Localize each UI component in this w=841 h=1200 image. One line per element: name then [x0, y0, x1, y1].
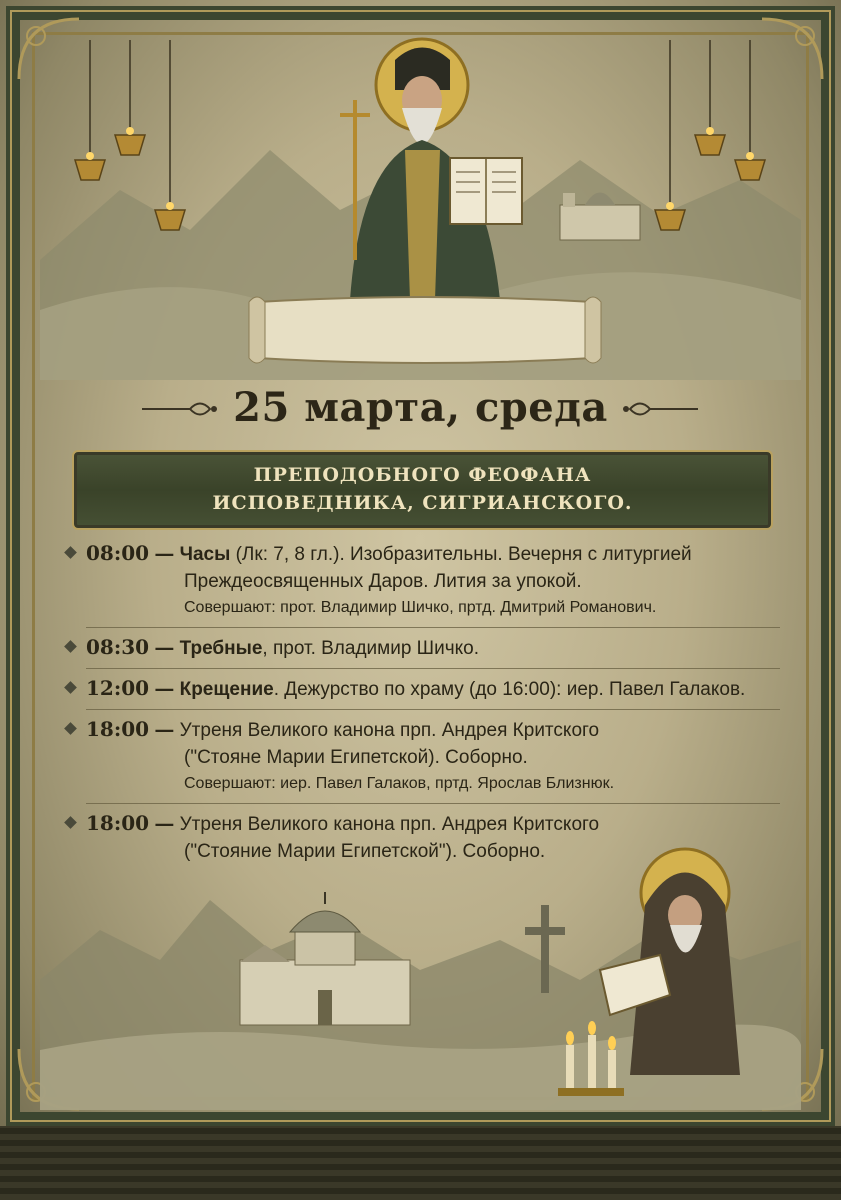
- item-time: 18:00: [86, 811, 150, 835]
- date-heading: 25 марта, среда: [233, 384, 608, 431]
- item-text-line2: ("Стояне Марии Египетской). Соборно.: [184, 747, 528, 768]
- item-text: (Лк: 7, 8 гл.). Изобразительны. Вечерня с литургией: [230, 544, 692, 565]
- divider: [86, 668, 780, 669]
- feast-banner: [72, 450, 773, 530]
- item-dash: —: [154, 717, 175, 741]
- item-title: Крещение: [179, 679, 274, 700]
- item-time: 12:00: [86, 676, 150, 700]
- schedule-item: [60, 540, 780, 621]
- bottom-band: [0, 1126, 841, 1200]
- scroll-banner: [245, 292, 605, 368]
- flourish-right-icon: [620, 396, 700, 422]
- diamond-bullet-icon: [64, 681, 77, 694]
- hanging-lamp-icon: [640, 40, 780, 250]
- candles-icon: [558, 1020, 628, 1100]
- divider: [86, 709, 780, 710]
- diamond-bullet-icon: [64, 546, 77, 559]
- feast-title-line2: ИСПОВЕДНИКА, СИГРИАНСКОГО.: [212, 492, 633, 514]
- item-text: Утреня Великого канона прп. Андрея Критского: [179, 814, 600, 835]
- cross-icon: [520, 905, 570, 995]
- schedule-list: [60, 540, 780, 865]
- schedule-item: [60, 716, 780, 797]
- item-dash: —: [154, 541, 175, 565]
- diamond-bullet-icon: [64, 816, 77, 829]
- monastery-icon: [555, 175, 645, 245]
- divider: [86, 803, 780, 804]
- item-officiants: Совершают: иер. Павел Галаков, пртд. Ярослав Близнюк.: [184, 775, 615, 792]
- schedule-item: [60, 675, 780, 703]
- item-text: Утреня Великого канона прп. Андрея Критского: [179, 720, 600, 741]
- item-title: Требные: [179, 638, 263, 659]
- diamond-bullet-icon: [64, 722, 77, 735]
- item-time: 08:00: [86, 541, 150, 565]
- item-text: . Дежурство по храму (до 16:00): иер. Павел Галаков.: [273, 679, 746, 700]
- divider: [86, 627, 780, 628]
- item-title: Часы: [179, 544, 231, 565]
- saint-icon: [310, 30, 540, 300]
- item-time: 08:30: [86, 635, 150, 659]
- item-text-line2: ("Стояние Марии Египетской"). Соборно.: [184, 841, 546, 862]
- item-officiants: Совершают: прот. Владимир Шичко, пртд. Дмитрий Романович.: [184, 599, 657, 616]
- diamond-bullet-icon: [64, 640, 77, 653]
- schedule-item: [60, 634, 780, 662]
- item-dash: —: [154, 635, 175, 659]
- item-dash: —: [154, 676, 175, 700]
- feast-title-line1: ПРЕПОДОБНОГО ФЕОФАНА: [253, 464, 592, 486]
- item-text-line2: Преждеосвященных Даров. Лития за упокой.: [184, 571, 582, 592]
- item-dash: —: [154, 811, 175, 835]
- date-row: [0, 378, 841, 438]
- item-text: , прот. Владимир Шичко.: [262, 638, 479, 659]
- hanging-lamp-icon: [60, 40, 200, 250]
- item-time: 18:00: [86, 717, 150, 741]
- monastery-icon: [230, 890, 420, 1030]
